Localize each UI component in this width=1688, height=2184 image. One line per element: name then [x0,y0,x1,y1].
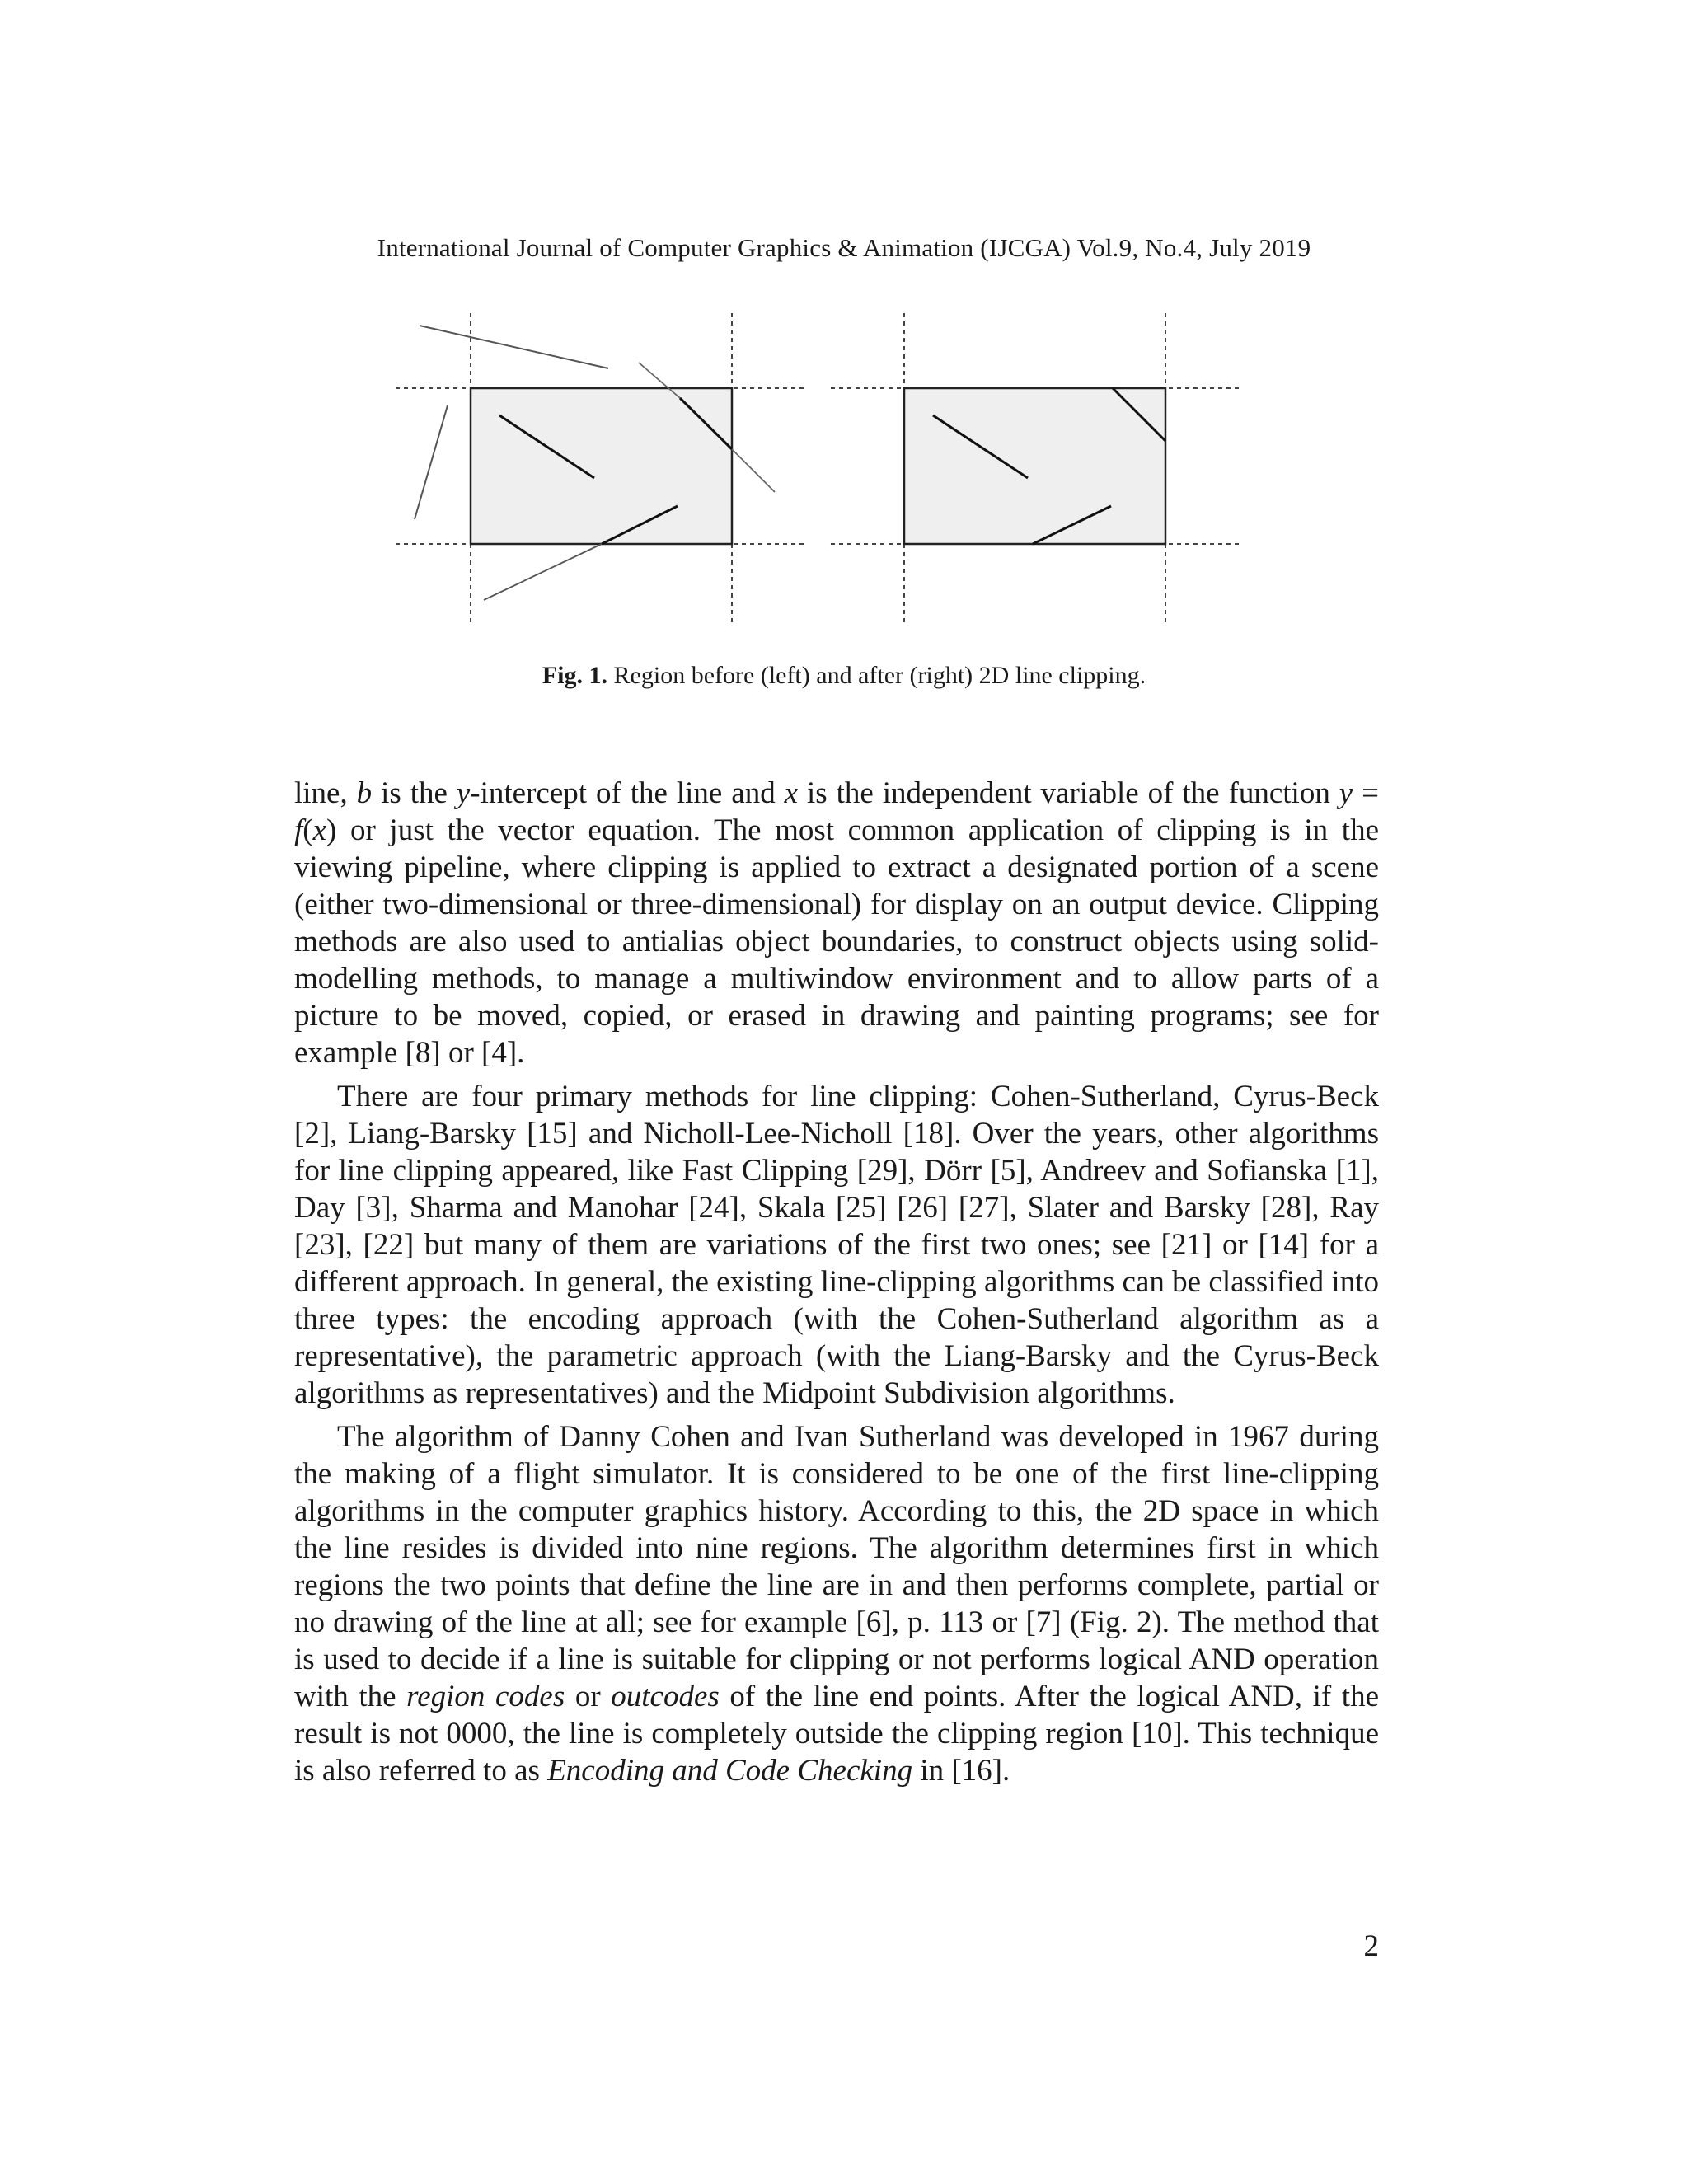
text-run: There are four primary methods for line clipping: Cohen-Sutherland, Cyrus-Beck [2], Liang-Barsky [15] and Nicholl-Lee-Nicholl [18]. Over the years, other algorithms for line clipping appeared, like Fast Clipping [29], Dörr [5], Andreev and Sofianska [1], Day [3], Sharma and Manohar [24], Skala [25] [26] [27], Slater and Barsky [28], Ray [23], [22] but many of them are variations of the first two ones; see [21] or [14] for a different approach. In general, the existing line-clipping algorithms can be classified into three types: the encoding approach (with the Cohen-Sutherland algorithm as a representative), the parametric approach (with the Liang-Barsky and the Cyrus-Beck algorithms as representatives) and the Midpoint Subdivision algorithms. [294,1080,1379,1410]
line-segment [484,544,602,600]
text-run: is the independent variable of the function [798,776,1339,810]
paragraph [294,775,1379,1071]
paragraph [294,1418,1379,1789]
text-run: is the [372,776,457,810]
figure-line-clipping [387,309,1311,635]
line-segment [415,405,448,519]
italic-run: x [312,813,327,847]
text-run: in [16]. [912,1754,1010,1788]
panel-before [396,313,808,622]
italic-run: outcodes [611,1680,720,1713]
line-segment [732,449,775,492]
text-run: line, [294,776,357,810]
clip-window [904,388,1165,544]
line-segment [420,326,608,368]
italic-run: f [294,813,303,847]
italic-run: b [356,776,373,810]
text-run: ( [302,813,313,847]
text-run: -intercept of the line and [470,776,785,810]
text-run: ) or just the vector equation. The most common application of clipping is in the viewing pipeline, where clipping is applied to extract a designated portion of a scene (either two-dimensional or three-dimensional) for display on an output device. Clipping methods are also used to antialias object boundaries, to construct objects using solid-modelling methods, to manage a multiwindow environment and to allow parts of a picture to be moved, copied, or erased in drawing and painting programs; see for example [8] or [4]. [294,813,1379,1070]
italic-run: region codes [406,1680,565,1713]
panel-after [831,313,1243,622]
italic-run: x [784,776,799,810]
italic-run: y [1339,776,1353,810]
figure-label: Fig. 1. [542,662,608,689]
figure-caption [0,662,1688,690]
italic-run: Encoding and Code Checking [547,1754,913,1788]
text-run: = [1353,776,1379,810]
text-run: or [565,1680,612,1713]
paragraph [294,1078,1379,1412]
text-run: of the line end points. After the logical AND, if the result is not 0000, the line is completely outside the clipping region [10]. This technique is also referred to as [294,1680,1379,1788]
page-number: 2 [1363,1929,1379,1963]
figure-caption-text: Region before (left) and after (right) 2D line clipping. [613,662,1146,689]
italic-run: y [456,776,471,810]
running-header: International Journal of Computer Graphics & Animation (IJCGA) Vol.9, No.4, July 2019 [377,233,1311,262]
body-text [294,775,1379,1796]
text-run: The algorithm of Danny Cohen and Ivan Sutherland was developed in 1967 during the making of a flight simulator. It is considered to be one of the first line-clipping algorithms in the computer graphics history. According to this, the 2D space in which the line resides is divided into nine regions. The algorithm determines first in which regions the two points that define the line are in and then performs complete, partial or no drawing of the line at all; see for example [6], p. 113 or [7] (Fig. 2). The method that is used to decide if a line is suitable for clipping or not performs logical AND operation with the [294,1420,1379,1713]
